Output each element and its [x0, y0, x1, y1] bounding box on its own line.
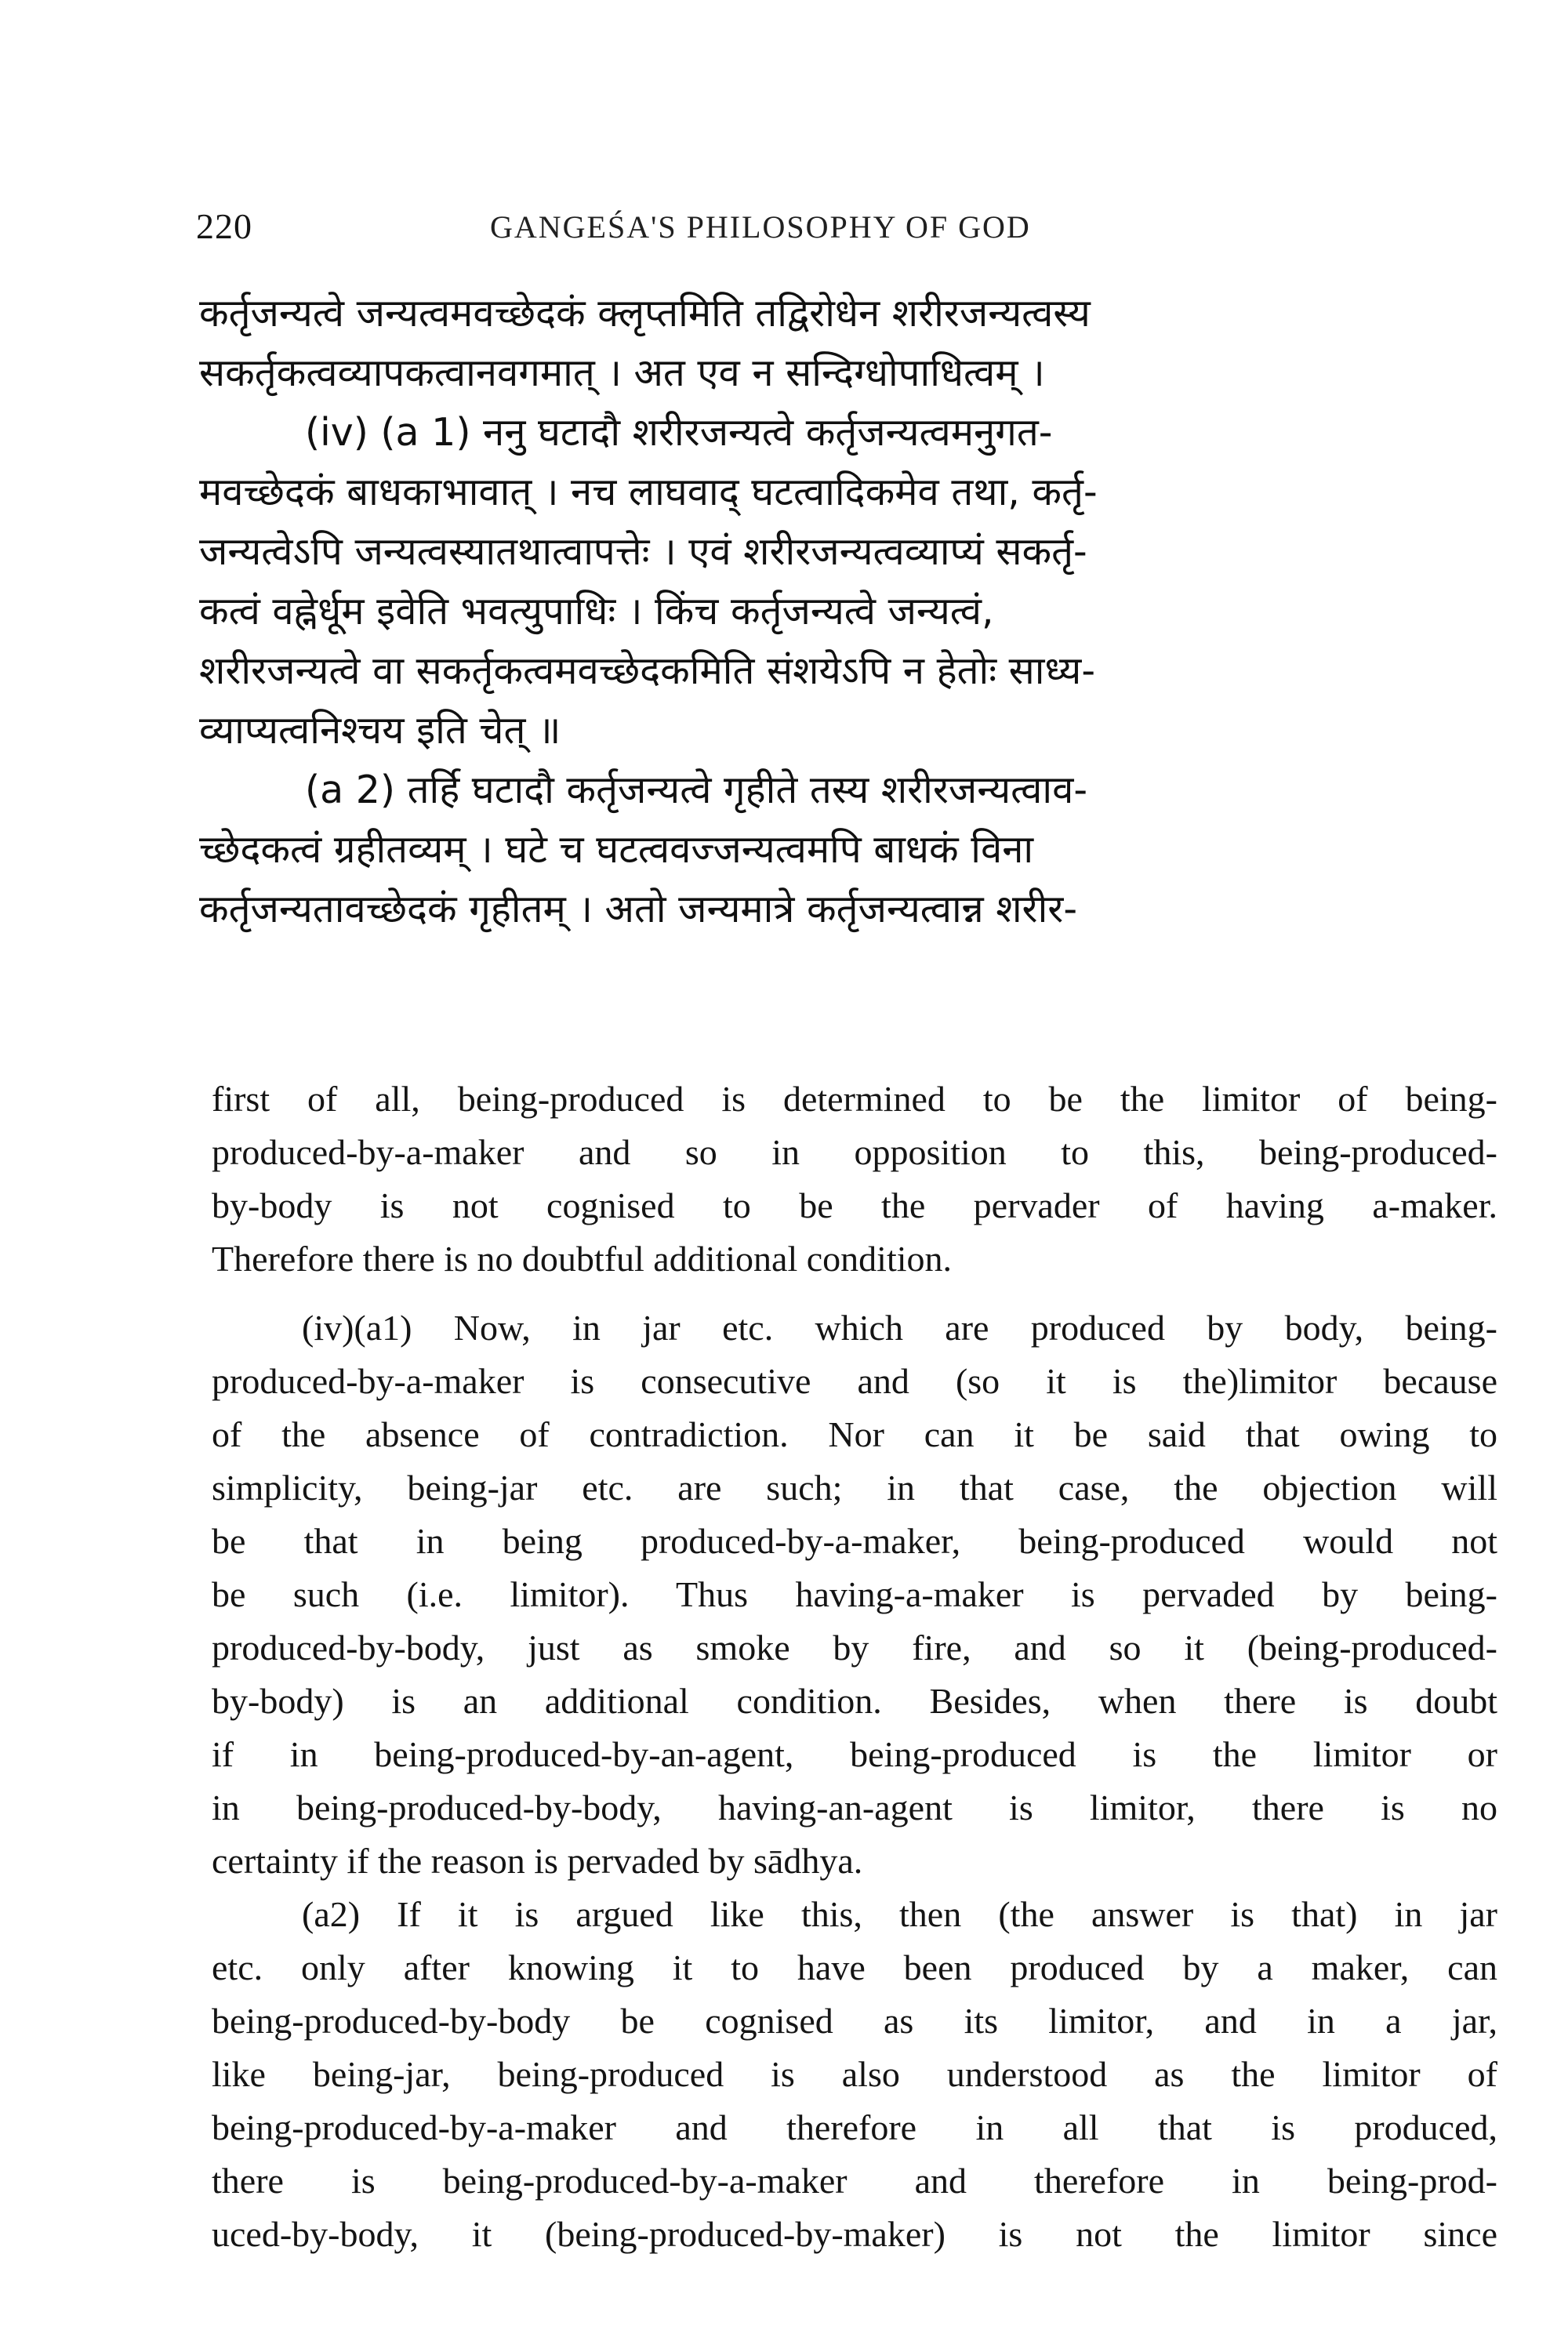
translation-line: etc. only after knowing it to have been produced by a maker, can — [212, 1947, 1497, 1987]
translation-paragraph — [212, 1301, 1497, 1888]
translation-line: of the absence of contradiction. Nor can it be said that owing to — [212, 1414, 1497, 1454]
translation-paragraph — [212, 1073, 1497, 1286]
translation-line: certainty if the reason is pervaded by sādhya. — [212, 1841, 863, 1881]
translation-line: (a2) If it is argued like this, then (the answer is that) in jar — [302, 1894, 1497, 1934]
page-header — [196, 205, 1482, 252]
translation-line: if in being-produced-by-an-agent, being-produced is the limitor or — [212, 1734, 1497, 1774]
translation-line: uced-by-body, it (being-produced-by-maker) is not the limitor since — [212, 2214, 1497, 2254]
sanskrit-line: जन्यत्वेऽपि जन्यत्वस्यातथात्वापत्तेः । एवं शरीरजन्यत्वव्याप्यं सकर्तृ- — [199, 529, 1087, 574]
sanskrit-line: मवच्छेदकं बाधकाभावात् । नच लाघवाद् घटत्वादिकमेव तथा, कर्तृ- — [199, 470, 1098, 514]
translation-line: produced-by-a-maker is consecutive and (so it is the)limitor because — [212, 1361, 1497, 1401]
translation-line: there is being-produced-by-a-maker and therefore in being-prod- — [212, 2161, 1497, 2201]
sanskrit-line: (iv) (a 1) ननु घटादौ शरीरजन्यत्वे कर्तृजन्यत्वमनुगत- — [305, 410, 1053, 455]
translation-line: like being-jar, being-produced is also understood as the limitor of — [212, 2054, 1497, 2094]
translation-line: be that in being produced-by-a-maker, being-produced would not — [212, 1521, 1497, 1561]
translation-line: simplicity, being-jar etc. are such; in that case, the objection will — [212, 1468, 1497, 1508]
translation-paragraph — [212, 1888, 1497, 2261]
running-title: GANGEŚA'S PHILOSOPHY OF GOD — [490, 209, 1031, 245]
sanskrit-line: सकर्तृकत्वव्यापकत्वानवगमात् । अत एव न सन्दिग्धोपाधित्वम् । — [199, 350, 1045, 395]
sanskrit-line: शरीरजन्यत्वे वा सकर्तृकत्वमवच्छेदकमिति संशयेऽपि न हेतोः साध्य- — [199, 648, 1096, 693]
page-number: 220 — [196, 206, 252, 246]
translation-line: being-produced-by-body be cognised as its limitor, and in a jar, — [212, 2001, 1497, 2041]
translation-line: Therefore there is no doubtful additional condition. — [212, 1239, 953, 1279]
translation-line: be such (i.e. limitor). Thus having-a-maker is pervaded by being- — [212, 1574, 1497, 1614]
translation-line: produced-by-body, just as smoke by fire, and so it (being-produced- — [212, 1628, 1497, 1668]
translation-line: being-produced-by-a-maker and therefore in all that is produced, — [212, 2107, 1497, 2147]
translation-line: by-body) is an additional condition. Besides, when there is doubt — [212, 1681, 1497, 1721]
english-translation-block — [212, 1073, 1497, 2261]
sanskrit-line: कर्तृजन्यत्वे जन्यत्वमवच्छेदकं क्लृप्तमिति तद्विरोधेन शरीरजन्यत्वस्य — [199, 291, 1091, 336]
sanskrit-line: (a 2) तर्हि घटादौ कर्तृजन्यत्वे गृहीते तस्य शरीरजन्यत्वाव- — [305, 768, 1087, 812]
sanskrit-line: व्याप्यत्वनिश्चय इति चेत् ॥ — [199, 708, 561, 753]
sanskrit-line: कत्वं वह्नेर्धूम इवेति भवत्युपाधिः । किंच कर्तृजन्यत्वे जन्यत्वं, — [199, 589, 994, 633]
sanskrit-line: च्छेदकत्वं ग्रहीतव्यम् । घटे च घटत्ववज्जन्यत्वमपि बाधकं विना — [199, 827, 1034, 872]
translation-line: by-body is not cognised to be the pervader of having a-maker. — [212, 1185, 1497, 1225]
translation-line: produced-by-a-maker and so in opposition to this, being-produced- — [212, 1132, 1497, 1172]
translation-line: (iv)(a1) Now, in jar etc. which are produced by body, being- — [302, 1308, 1497, 1348]
translation-line: in being-produced-by-body, having-an-agent is limitor, there is no — [212, 1788, 1497, 1828]
paragraph-gap — [212, 1286, 1497, 1301]
sanskrit-line: कर्तृजन्यतावच्छेदकं गृहीतम् । अतो जन्यमात्रे कर्तृजन्यत्वान्न शरीर- — [199, 887, 1077, 931]
translation-line: first of all, being-produced is determined to be the limitor of being- — [212, 1079, 1497, 1119]
sanskrit-text-block — [199, 284, 1501, 939]
